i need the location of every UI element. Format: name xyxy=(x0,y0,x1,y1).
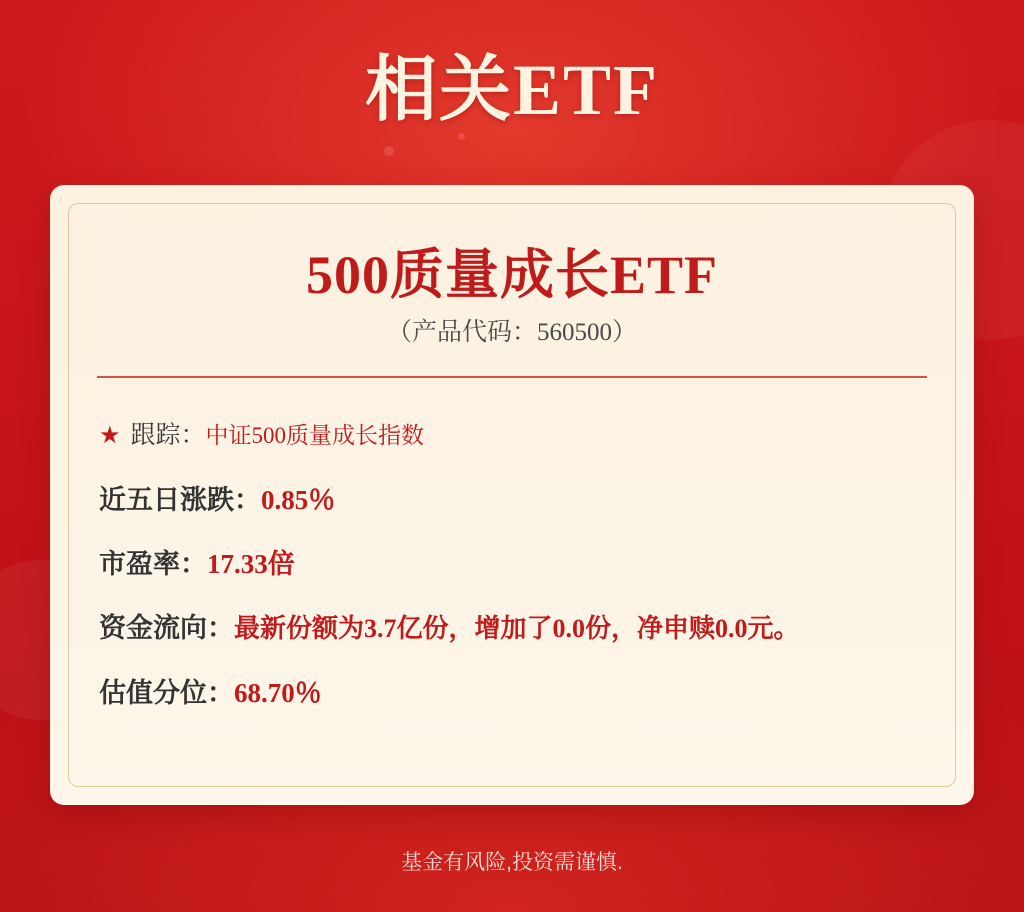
fund-flow-label: 资金流向： xyxy=(99,613,234,643)
valuation-percentile-label: 估值分位： xyxy=(99,678,234,708)
fund-info-list xyxy=(97,404,927,725)
etf-card xyxy=(50,185,974,805)
star-icon: ★ xyxy=(99,423,121,449)
list-item-tracking xyxy=(97,404,927,468)
list-item-fund-flow xyxy=(97,596,927,661)
risk-disclaimer: 基金有风险,投资需谨慎. xyxy=(401,851,623,874)
list-item-valuation-percentile xyxy=(97,661,927,725)
list-item-five-day-change xyxy=(97,468,927,532)
etf-card-inner xyxy=(68,203,956,787)
fund-name: 500质量成长ETF xyxy=(305,245,719,305)
fund-flow-value: 最新份额为3.7亿份，增加了0.0份，净申赎0.0元。 xyxy=(234,614,800,643)
page-title: 相关ETF xyxy=(364,50,660,130)
pe-ratio-label: 市盈率： xyxy=(99,549,207,579)
five-day-change-value: 0.85％ xyxy=(261,485,336,515)
tracking-label: 跟踪： xyxy=(130,422,206,449)
tracking-value: 中证500质量成长指数 xyxy=(205,423,425,448)
five-day-change-label: 近五日涨跌： xyxy=(99,485,261,515)
valuation-percentile-value: 68.70％ xyxy=(234,678,322,708)
fund-code: （产品代码：560500） xyxy=(386,319,637,346)
pe-ratio-value: 17.33倍 xyxy=(207,549,295,579)
list-item-pe-ratio xyxy=(97,532,927,596)
divider xyxy=(97,376,927,378)
decorative-dot xyxy=(384,146,394,156)
